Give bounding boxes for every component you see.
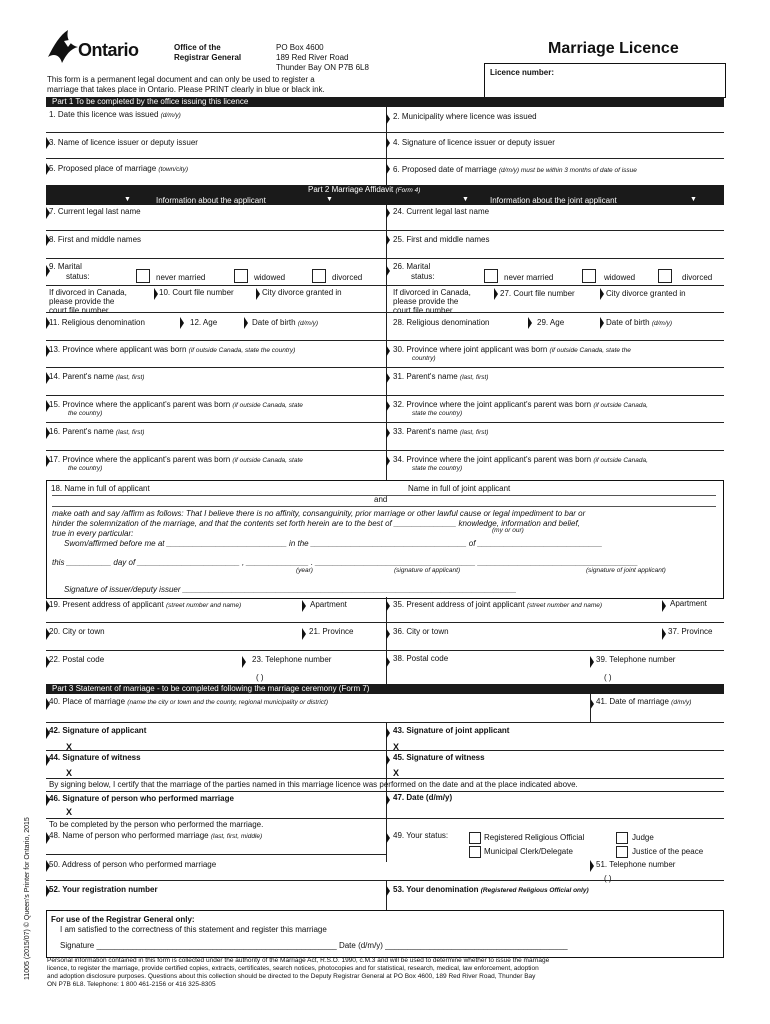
divorce-note: If divorced in Canada, please provide the court file number.	[49, 288, 127, 315]
row-divider	[46, 854, 386, 855]
f48-label: 48. Name of person who performed marriage (last, first, middle)	[49, 831, 263, 840]
f49-label: 49. Your status:	[393, 831, 449, 840]
f29-label: 29. Age	[537, 318, 565, 327]
intro-line2: marriage that takes place in Ontario. Please PRINT clearly in blue or black ink.	[47, 85, 325, 94]
f42-label: 42. Signature of applicant	[49, 726, 147, 735]
licence-number-label: Licence number:	[490, 68, 555, 77]
row-divider	[46, 312, 724, 313]
f22-label: 22. Postal code	[49, 655, 105, 664]
f13-label: 13. Province where applicant was born (if outside Canada, state the country)	[49, 345, 296, 354]
row-divider	[46, 650, 724, 651]
field-marker	[386, 207, 390, 219]
f40-label: 40. Place of marriage (name the city or town and the county, regional municipality or district)	[49, 697, 329, 706]
applicant-city-divorce-label: City divorce granted in	[262, 288, 342, 297]
f44-x-mark[interactable]: X	[66, 768, 73, 778]
applicant-widowed-checkbox[interactable]	[234, 269, 248, 283]
f38-label: 38. Postal code	[393, 654, 449, 663]
address-line2: 189 Red River Road	[276, 53, 349, 62]
field-marker	[590, 860, 594, 872]
f37-label: 37. Province	[668, 627, 713, 636]
f12-label: 12. Age	[190, 318, 218, 327]
row-divider	[46, 132, 724, 133]
field-marker	[662, 600, 666, 612]
f30-hint-line2: country)	[412, 355, 436, 362]
row-divider	[46, 395, 724, 396]
applicant-never-married-checkbox[interactable]	[136, 269, 150, 283]
field-marker	[386, 832, 390, 844]
field-marker	[154, 288, 158, 300]
row-divider	[46, 778, 724, 779]
joint-widowed-checkbox[interactable]	[582, 269, 596, 283]
row-divider	[46, 450, 724, 451]
f9-label-line2: status:	[66, 272, 90, 281]
f17-label: 17. Province where the applicant's parent was born (if outside Canada, state	[49, 455, 303, 464]
row-divider	[46, 367, 724, 368]
row-divider	[46, 722, 724, 723]
field-marker	[386, 345, 390, 357]
f6-label: 6. Proposed date of marriage (d/m/y) must be within 3 months of date of issue	[393, 165, 637, 174]
f32-hint-line2: state the country)	[412, 410, 463, 417]
f44-label: 44. Signature of witness	[49, 753, 141, 762]
field-marker	[386, 137, 390, 149]
f45-label: 45. Signature of witness	[393, 753, 485, 762]
f14-label: 14. Parent's name (last, first)	[49, 372, 145, 381]
part2-title: Part 2 Marriage Affidavit (Form 4)	[308, 185, 421, 194]
row-divider	[46, 230, 724, 231]
certify-text: By signing below, I certify that the marriage of the parties named in this marriage licence was performed on the date and at the place indicated above.	[49, 780, 578, 789]
never-married-label: never married	[156, 273, 206, 282]
f45-x-mark[interactable]: X	[393, 768, 400, 778]
f43-label: 43. Signature of joint applicant	[393, 726, 510, 735]
field-marker	[386, 600, 390, 612]
year-hint: (year)	[296, 567, 313, 574]
part3-divider-top	[590, 694, 591, 722]
field-marker	[386, 794, 390, 806]
oath-line3: true in every particular:	[52, 529, 134, 538]
status-justice-checkbox[interactable]	[616, 846, 628, 858]
sig-joint-hint: (signature of joint applicant)	[586, 567, 666, 574]
address-line3: Thunder Bay ON P7B 6L8	[276, 63, 369, 72]
f34-hint-line2: state the country)	[412, 465, 463, 472]
f39-label: 39. Telephone number	[596, 655, 676, 664]
field-marker	[662, 628, 666, 640]
joint-area-code[interactable]: ( )	[604, 673, 612, 682]
f4-label: 4. Signature of licence issuer or deputy issuer	[393, 138, 555, 147]
field-marker	[386, 163, 390, 175]
f7-label: 7. Current legal last name	[49, 207, 141, 216]
f26-label-line1: 26. Marital	[393, 262, 431, 271]
joint-never-married-checkbox[interactable]	[484, 269, 498, 283]
field-marker	[590, 656, 594, 668]
row-divider	[46, 880, 724, 881]
office-name-line1: Office of the	[174, 43, 221, 52]
intro-line1: This form is a permanent legal document and can only be used to register a	[47, 75, 315, 84]
left-arrow-icon: ▼	[124, 196, 131, 203]
this-day-line[interactable]: this __________ day of _______________________ , ______________ . ____________________________________ ____________________________________	[52, 558, 638, 567]
field-marker	[600, 288, 604, 300]
joint-dob-label: Date of birth (d/m/y)	[606, 318, 673, 327]
f33-label: 33. Parent's name (last, first)	[393, 427, 489, 436]
row-divider	[46, 285, 724, 286]
f34-label: 34. Province where the joint applicant's parent was born (if outside Canada,	[393, 455, 648, 464]
address-line1: PO Box 4600	[276, 43, 324, 52]
form-title: Marriage Licence	[548, 40, 679, 57]
f32-label: 32. Province where the joint applicant's parent was born (if outside Canada,	[393, 400, 648, 409]
field-marker	[386, 372, 390, 384]
opt-clerk-label: Municipal Clerk/Delegate	[484, 847, 573, 856]
f28-label: 28. Religious denomination	[393, 318, 490, 327]
f16-label: 16. Parent's name (last, first)	[49, 427, 145, 436]
f11-label: 11. Religious denomination	[49, 318, 145, 327]
field-marker	[494, 288, 498, 300]
f36-label: 36. City or town	[393, 627, 449, 636]
oath-line1: make oath and say /affirm as follows: That I believe there is no affinity, consanguinity, prior marriage or other lawful cause or legal impediment to bar or	[52, 509, 586, 518]
form-code-side-text: 11005 (2015/07) © Queen's Printer for Ontario, 2015	[24, 817, 31, 980]
field-marker	[242, 656, 246, 668]
field-marker	[244, 317, 248, 329]
f20-label: 20. City or town	[49, 627, 105, 636]
part3-heading: Part 3 Statement of marriage - to be completed following the marriage ceremony (Form 7)	[46, 684, 724, 694]
f10-label: 10. Court file number	[159, 288, 234, 297]
registrar-signature-line[interactable]: Signature ______________________________________________________ Date (d/m/y) _________________________________________	[60, 941, 568, 950]
row-divider	[46, 622, 724, 623]
privacy-notice: Personal information contained in this form is collected under the authority of the Marriage Act, R.S.O. 1990, c.M.3 and will be used to determine whether to issue the marriage licence, to register the marriage, provide certified copies, extracts, certificates, search notices, photocopies and for statistical, research, medical, law enforcement, adoption and adoption disclosure purposes. Questions about this collection should be directed to the Deputy Registrar General at PO Box 4600, 189 Red River Road, Thunder Bay ON P7B 6L8. Telephone: 1 800 461-2156 or 416 325-8305	[47, 957, 550, 988]
f18-label: 18. Name in full of applicant	[51, 484, 150, 493]
field-marker	[302, 628, 306, 640]
registrar-title: For use of the Registrar General only:	[51, 915, 195, 924]
joint-city-divorce-label: City divorce granted in	[606, 289, 686, 298]
joint-apartment-label: Apartment	[670, 599, 707, 608]
row-divider	[46, 258, 724, 259]
completed-by-note: To be completed by the person who performed the marriage.	[49, 820, 264, 829]
field-marker	[528, 317, 532, 329]
f25-label: 25. First and middle names	[393, 235, 490, 244]
office-name-line2: Registrar General	[174, 53, 242, 62]
f46-x-mark[interactable]: X	[66, 807, 73, 817]
joint-divorced-checkbox[interactable]	[658, 269, 672, 283]
status-religious-checkbox[interactable]	[469, 832, 481, 844]
f17-hint-line2: the country)	[68, 465, 103, 472]
ontario-wordmark: Ontario	[78, 40, 139, 60]
field-marker	[600, 317, 604, 329]
part1-heading: Part 1 To be completed by the office issuing this licence	[46, 97, 724, 107]
f21-label: 21. Province	[309, 627, 354, 636]
field-marker	[386, 427, 390, 439]
field-marker	[180, 317, 184, 329]
status-judge-checkbox[interactable]	[616, 832, 628, 844]
field-marker	[386, 628, 390, 640]
f51-label: 51. Telephone number	[596, 860, 676, 869]
field-marker	[386, 727, 390, 739]
applicant-apartment-label: Apartment	[310, 600, 347, 609]
field-marker	[386, 400, 390, 412]
row-divider	[46, 340, 724, 341]
field-marker	[302, 600, 306, 612]
registrar-statement: I am satisfied to the correctness of this statement and register this marriage	[60, 925, 327, 934]
center-arrow-icon-2: ▼	[462, 196, 469, 203]
opt-judge-label: Judge	[632, 833, 654, 842]
row-divider	[46, 158, 724, 159]
divorced-label: divorced	[332, 273, 363, 282]
f9-label-line1: 9. Marital	[49, 262, 82, 271]
divorce-note-joint: If divorced in Canada, please provide the court file number.	[393, 288, 471, 315]
center-arrow-icon: ▼	[326, 196, 333, 203]
oath-line2: hinder the solemnization of the marriage, and that the contents set forth herein are to the best of ______________ knowledge, information and belief,	[52, 519, 580, 528]
f31-label: 31. Parent's name (last, first)	[393, 372, 489, 381]
row-divider	[46, 818, 724, 819]
status-clerk-checkbox[interactable]	[469, 846, 481, 858]
sig-applicant-hint: (signature of applicant)	[394, 567, 461, 574]
f3-label: 3. Name of licence issuer or deputy issuer	[49, 138, 198, 147]
opt-religious-label: Registered Religious Official	[484, 833, 585, 842]
f1-label: 1. Date this licence was issued (d/m/y)	[49, 110, 181, 119]
officiant-area-code[interactable]: ( )	[604, 874, 612, 883]
field-marker	[386, 455, 390, 467]
f15-label: 15. Province where the applicant's parent was born (if outside Canada, state	[49, 400, 303, 409]
f15-hint-line2: the country)	[68, 410, 103, 417]
f30-label: 30. Province where joint applicant was born (if outside Canada, state the	[393, 345, 631, 354]
f5-label: 5. Proposed place of marriage (town/city)	[49, 164, 189, 173]
my-or-our-hint: (my or our)	[492, 527, 524, 534]
f26-label-line2: status:	[411, 272, 435, 281]
f50-label: 50. Address of person who performed marriage	[49, 860, 217, 869]
and-label: and	[374, 495, 388, 504]
f43-x-mark[interactable]: X	[393, 742, 400, 752]
field-marker	[386, 885, 390, 897]
field-marker	[386, 754, 390, 766]
joint-full-name-label: Name in full of joint applicant	[408, 484, 511, 493]
divorced-label: divorced	[682, 273, 713, 282]
f41-label: 41. Date of marriage (d/m/y)	[596, 697, 692, 706]
field-marker	[256, 288, 260, 300]
f46-label: 46. Signature of person who performed marriage	[49, 794, 234, 803]
sworn-line[interactable]: Swom/affirmed before me at ___________________________ in the ___________________________________ of ____________________________	[64, 539, 603, 548]
applicant-area-code[interactable]: ( )	[256, 673, 264, 682]
f42-x-mark[interactable]: X	[66, 742, 73, 752]
field-marker	[386, 656, 390, 668]
field-marker	[386, 113, 390, 125]
f19-label: 19. Present address of applicant (street number and name)	[49, 600, 242, 609]
widowed-label: widowed	[604, 273, 636, 282]
never-married-label: never married	[504, 273, 554, 282]
f52-label: 52. Your registration number	[49, 885, 158, 894]
issuer-signature-line[interactable]: Signature of issuer/deputy issuer ___________________________________________________________________________	[64, 585, 517, 594]
widowed-label: widowed	[254, 273, 286, 282]
f23-label: 23. Telephone number	[252, 655, 332, 664]
field-marker	[386, 265, 390, 277]
f47-label: 47. Date (d/m/y)	[393, 793, 453, 802]
applicant-subheading: Information about the applicant	[156, 196, 266, 205]
f53-label: 53. Your denomination (Registered Religious Official only)	[393, 885, 589, 894]
applicant-divorced-checkbox[interactable]	[312, 269, 326, 283]
opt-justice-label: Justice of the peace	[632, 847, 704, 856]
field-marker	[386, 234, 390, 246]
joint-applicant-subheading: Information about the joint applicant	[490, 196, 617, 205]
right-arrow-icon: ▼	[690, 196, 697, 203]
applicant-dob-label: Date of birth (d/m/y)	[252, 318, 319, 327]
f24-label: 24. Current legal last name	[393, 207, 490, 216]
row-divider	[46, 791, 724, 792]
name-line-2[interactable]	[52, 506, 716, 507]
f2-label: 2. Municipality where licence was issued	[393, 112, 537, 121]
f8-label: 8. First and middle names	[49, 235, 142, 244]
f35-label: 35. Present address of joint applicant (street number and name)	[393, 600, 603, 609]
f27-label: 27. Court file number	[500, 289, 575, 298]
row-divider	[46, 750, 724, 751]
row-divider	[46, 422, 724, 423]
